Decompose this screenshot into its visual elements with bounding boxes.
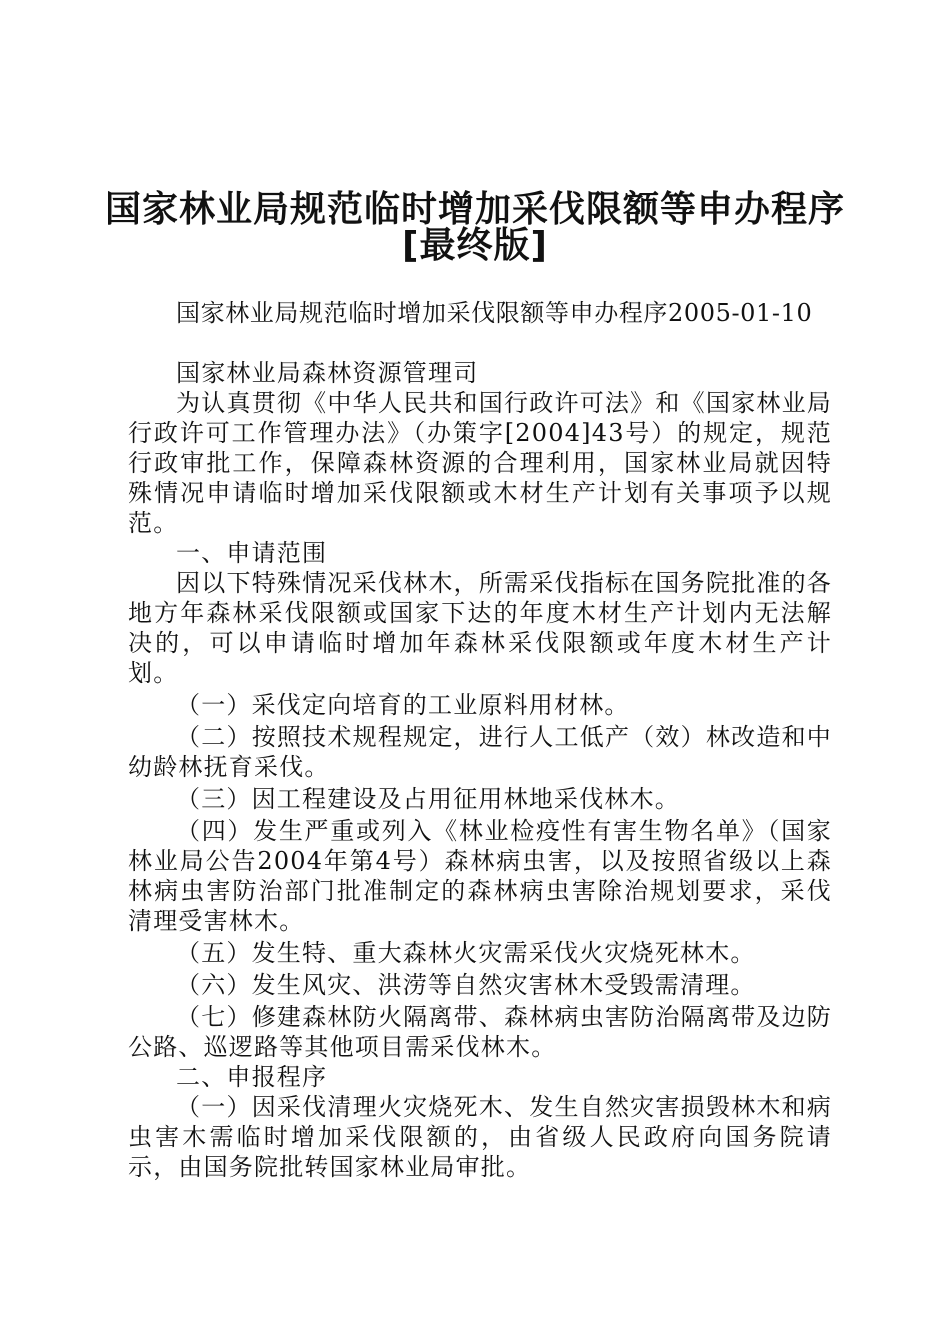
document-body: [128, 298, 832, 1182]
scope-item: （二）按照技术规程规定，进行人工低产（效）林改造和中幼龄林抚育采伐。: [128, 723, 832, 781]
scope-item: （一）采伐定向培育的工业原料用材林。: [176, 691, 630, 719]
document-title: 国家林业局规范临时增加采伐限额等申办程序: [104, 189, 845, 230]
document-title-version: [最终版]: [402, 225, 548, 266]
intro-paragraph: 为认真贯彻《中华人民共和国行政许可法》和《国家林业局行政许可工作管理办法》（办策字[2004]43号）的规定，规范行政审批工作，保障森林资源的合理利用，国家林业局就因特殊情况申请临时增加采伐限额或木材生产计划有关事项予以规范。: [128, 389, 832, 537]
scope-item: （四）发生严重或列入《林业检疫性有害生物名单》（国家林业局公告2004年第4号）森林病虫害，以及按照省级以上森林病虫害防治部门批准制定的森林病虫害除治规划要求，采伐清理受害林木。: [128, 817, 832, 935]
scope-item: （五）发生特、重大森林火灾需采伐火灾烧死林木。: [176, 939, 756, 967]
scope-item: （三）因工程建设及占用征用林地采伐林木。: [176, 785, 680, 813]
scope-paragraph: 因以下特殊情况采伐林木，所需采伐指标在国务院批准的各地方年森林采伐限额或国家下达的年度木材生产计划内无法解决的，可以申请临时增加年森林采伐限额或年度木材生产计划。: [128, 569, 832, 687]
issuing-department: 国家林业局森林资源管理司: [176, 359, 479, 387]
document-subtitle: 国家林业局规范临时增加采伐限额等申办程序2005-01-10: [176, 299, 813, 327]
procedure-item: （一）因采伐清理火灾烧死木、发生自然灾害损毁林木和病虫害木需临时增加采伐限额的，由省级人民政府向国务院请示，由国务院批转国家林业局审批。: [128, 1093, 832, 1181]
section-heading-scope: 一、申请范围: [176, 539, 328, 567]
scope-item: （七）修建森林防火隔离带、森林病虫害防治隔离带及边防公路、巡逻路等其他项目需采伐林木。: [128, 1003, 832, 1061]
section-heading-procedure: 二、申报程序: [176, 1063, 328, 1091]
scope-item: （六）发生风灾、洪涝等自然灾害林木受毁需清理。: [176, 971, 756, 999]
